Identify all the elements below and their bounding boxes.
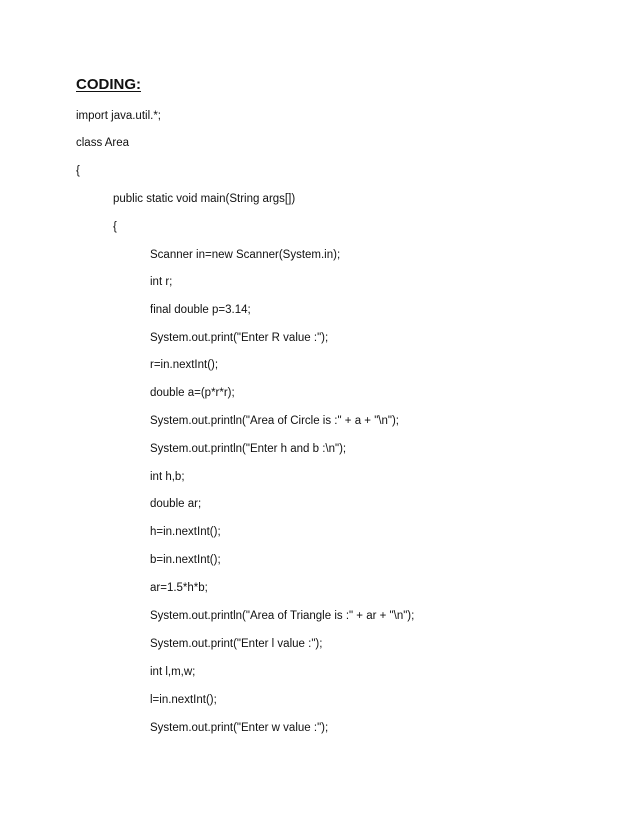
code-line-main-method: public static void main(String args[]) — [113, 193, 296, 205]
code-line-read-h: h=in.nextInt(); — [150, 526, 221, 538]
code-line-print-enter-h-b: System.out.println("Enter h and b :\n"); — [150, 443, 347, 455]
code-line-double-ar: double ar; — [150, 498, 202, 510]
coding-heading: CODING: — [76, 76, 141, 93]
code-line-scanner: Scanner in=new Scanner(System.in); — [150, 249, 341, 261]
code-line-print-area-circle: System.out.println("Area of Circle is :" + a + "\n"); — [150, 415, 399, 427]
code-line-print-area-triangle: System.out.println("Area of Triangle is :" + ar + "\n"); — [150, 610, 415, 622]
code-line-class-declaration: class Area — [76, 137, 130, 149]
code-line-int-h-b: int h,b; — [150, 471, 185, 483]
code-line-read-b: b=in.nextInt(); — [150, 554, 221, 566]
code-line-int-r: int r; — [150, 276, 173, 288]
code-line-final-double-p: final double p=3.14; — [150, 304, 251, 316]
code-line-compute-area-circle: double a=(p*r*r); — [150, 387, 235, 399]
code-line-read-r: r=in.nextInt(); — [150, 359, 219, 371]
code-line-class-open-brace: { — [76, 165, 80, 177]
code-line-print-enter-r: System.out.print("Enter R value :"); — [150, 332, 329, 344]
code-line-print-enter-w: System.out.print("Enter w value :"); — [150, 722, 329, 734]
code-line-print-enter-l: System.out.print("Enter l value :"); — [150, 638, 323, 650]
code-line-read-l: l=in.nextInt(); — [150, 694, 217, 706]
code-line-int-l-m-w: int l,m,w; — [150, 666, 196, 678]
code-line-main-open-brace: { — [113, 221, 117, 233]
code-line-import: import java.util.*; — [76, 110, 162, 122]
code-line-compute-area-triangle: ar=1.5*h*b; — [150, 582, 208, 594]
